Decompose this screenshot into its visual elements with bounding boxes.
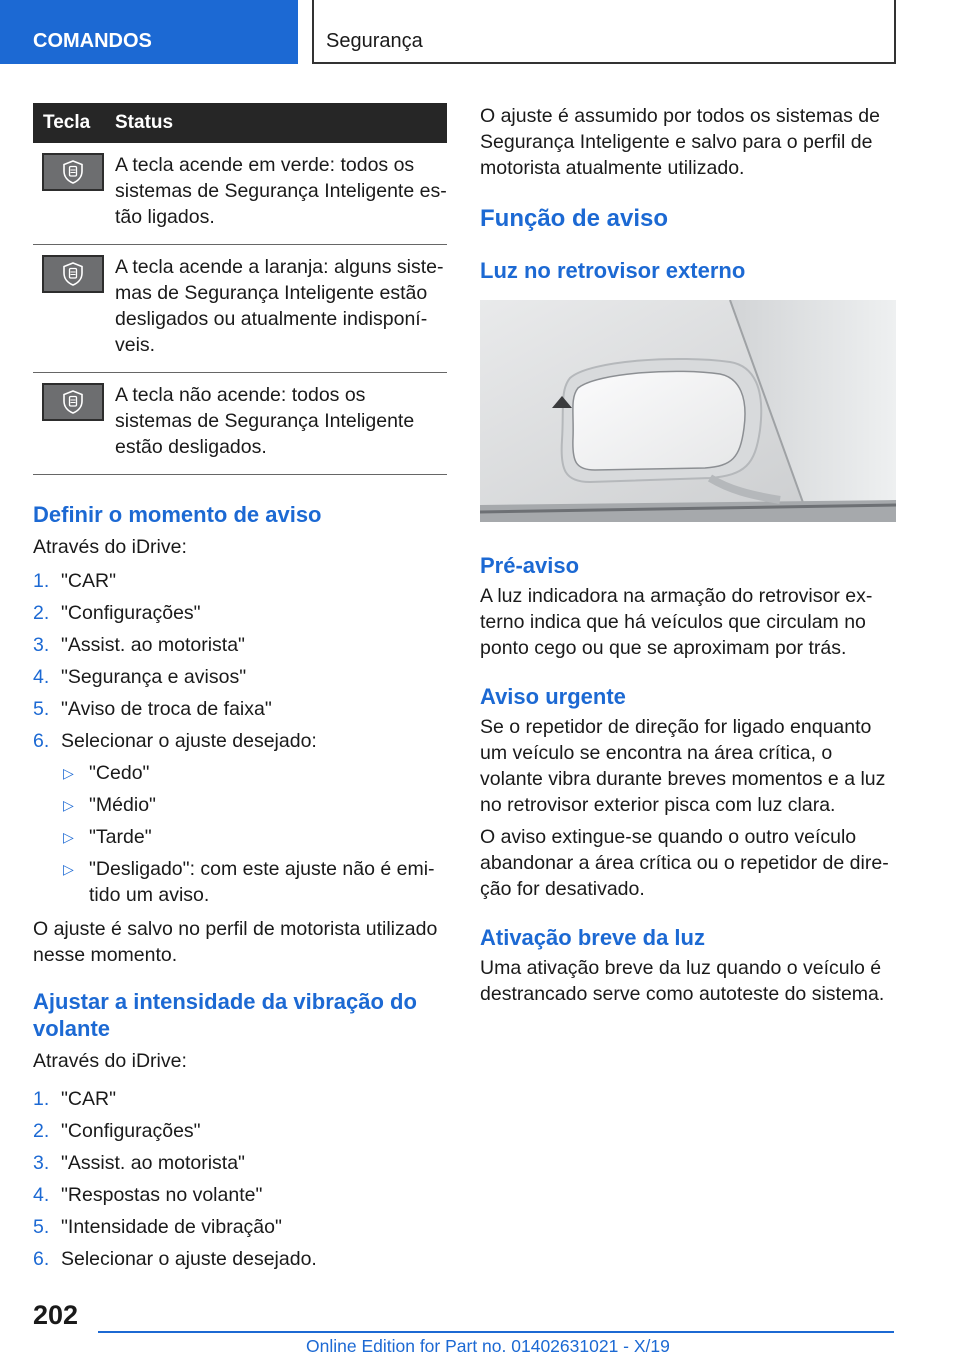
list-item: 1. "CAR" (33, 1088, 117, 1110)
list-item: 3. "Assist. ao motorista" (33, 634, 245, 656)
section-tab: COMANDOS (0, 0, 298, 64)
list-item: 6. Selecionar o ajuste desejado. (33, 1248, 317, 1270)
brief-activation-text: Uma ativação breve da luz quando o veículo é destrancado serve como autoteste do sistema. (480, 957, 885, 1005)
status-cell: A tecla acende a laranja: alguns sistemas de Segurança Inteligente estão desligados ou atualmente indisponíveis. (115, 245, 447, 373)
footer-rule (98, 1331, 894, 1333)
list-item: 6. Selecionar o ajuste desejado: ▷ "Cedo" ▷ "Médio" ▷ "Tarde" ▷ "Desligado": com este ajuste não é emitido um aviso. (33, 728, 447, 914)
status-table (33, 103, 447, 475)
warning-time-options (33, 760, 447, 914)
heading-brief-activation: Ativação breve da luz (480, 925, 705, 950)
side-mirror-image (480, 300, 896, 522)
safety-key-icon (42, 383, 104, 421)
heading-urgent-warning: Aviso urgente (480, 684, 626, 709)
pre-warning-text: A luz indicadora na armação do retrovisor externo indica que há veículos que circulam no ponto cego ou que se aproximam por trás. (480, 585, 873, 659)
triangle-bullet-icon: ▷ (63, 797, 74, 813)
list-item: ▷ "Desligado": com este ajuste não é emitido um aviso. (63, 858, 435, 906)
safety-key-icon (42, 255, 104, 293)
list-item: 4. "Segurança e avisos" (33, 666, 247, 688)
left-column (33, 103, 447, 1278)
footer-edition: Online Edition for Part no. 01402631021 - X/19 (306, 1336, 670, 1356)
vibration-steps (33, 1086, 447, 1272)
safety-key-icon (42, 153, 104, 191)
list-item: ▷ "Tarde" (63, 826, 152, 848)
urgent-warning-text-1: Se o repetidor de direção for ligado enquanto um veículo se encontra na área crítica, o volante vibra durante breves momentos e a luz no retrovisor exterior pisca com luz clara. (480, 716, 886, 816)
list-item: ▷ "Cedo" (63, 762, 150, 784)
table-row (33, 373, 447, 475)
table-row (33, 245, 447, 373)
urgent-warning-text-2: O aviso extingue-se quando o outro veículo abandonar a área crítica ou o repetidor de direção for desativado. (480, 826, 889, 900)
heading-mirror-light: Luz no retrovisor externo (480, 258, 746, 283)
list-item: ▷ "Médio" (63, 794, 156, 816)
list-item: 5. "Intensidade de vibração" (33, 1216, 282, 1238)
list-item: 3. "Assist. ao motorista" (33, 1152, 245, 1174)
triangle-bullet-icon: ▷ (63, 861, 74, 877)
warning-time-intro: Através do iDrive: (33, 536, 187, 558)
list-item: 4. "Respostas no volante" (33, 1184, 263, 1206)
list-item: 2. "Configurações" (33, 1120, 201, 1142)
chapter-title: Segurança (312, 0, 896, 64)
heading-vibration: Ajustar a intensidade da vibração do volante (33, 989, 417, 1041)
vibration-intro: Através do iDrive: (33, 1050, 187, 1072)
heading-pre-warning: Pré-aviso (480, 553, 580, 578)
heading-warning-function: Função de aviso (480, 205, 669, 232)
right-intro: O ajuste é assumido por todos os sistemas de Segurança Inteligente e salvo para o perfil de motorista atualmente utilizado. (480, 105, 880, 179)
list-item: 1. "CAR" (33, 570, 117, 592)
status-cell: A tecla não acende: todos os sistemas de Segurança Inteligente estão desligados. (115, 373, 447, 475)
triangle-bullet-icon: ▷ (63, 765, 74, 781)
col-header-key: Tecla (33, 103, 115, 143)
status-cell: A tecla acende em verde: todos os sistemas de Segurança Inteligente estão ligados. (115, 143, 447, 245)
table-row (33, 143, 447, 245)
triangle-bullet-icon: ▷ (63, 829, 74, 845)
page-number: 202 (33, 1300, 79, 1330)
right-column (480, 103, 896, 1007)
list-item: 2. "Configurações" (33, 602, 201, 624)
warning-time-steps (33, 568, 447, 914)
warning-time-note: O ajuste é salvo no perfil de motorista utilizado nesse momento. (33, 918, 438, 966)
heading-warning-time: Definir o momento de aviso (33, 502, 322, 527)
list-item: 5. "Aviso de troca de faixa" (33, 698, 272, 720)
col-header-status: Status (115, 103, 447, 143)
